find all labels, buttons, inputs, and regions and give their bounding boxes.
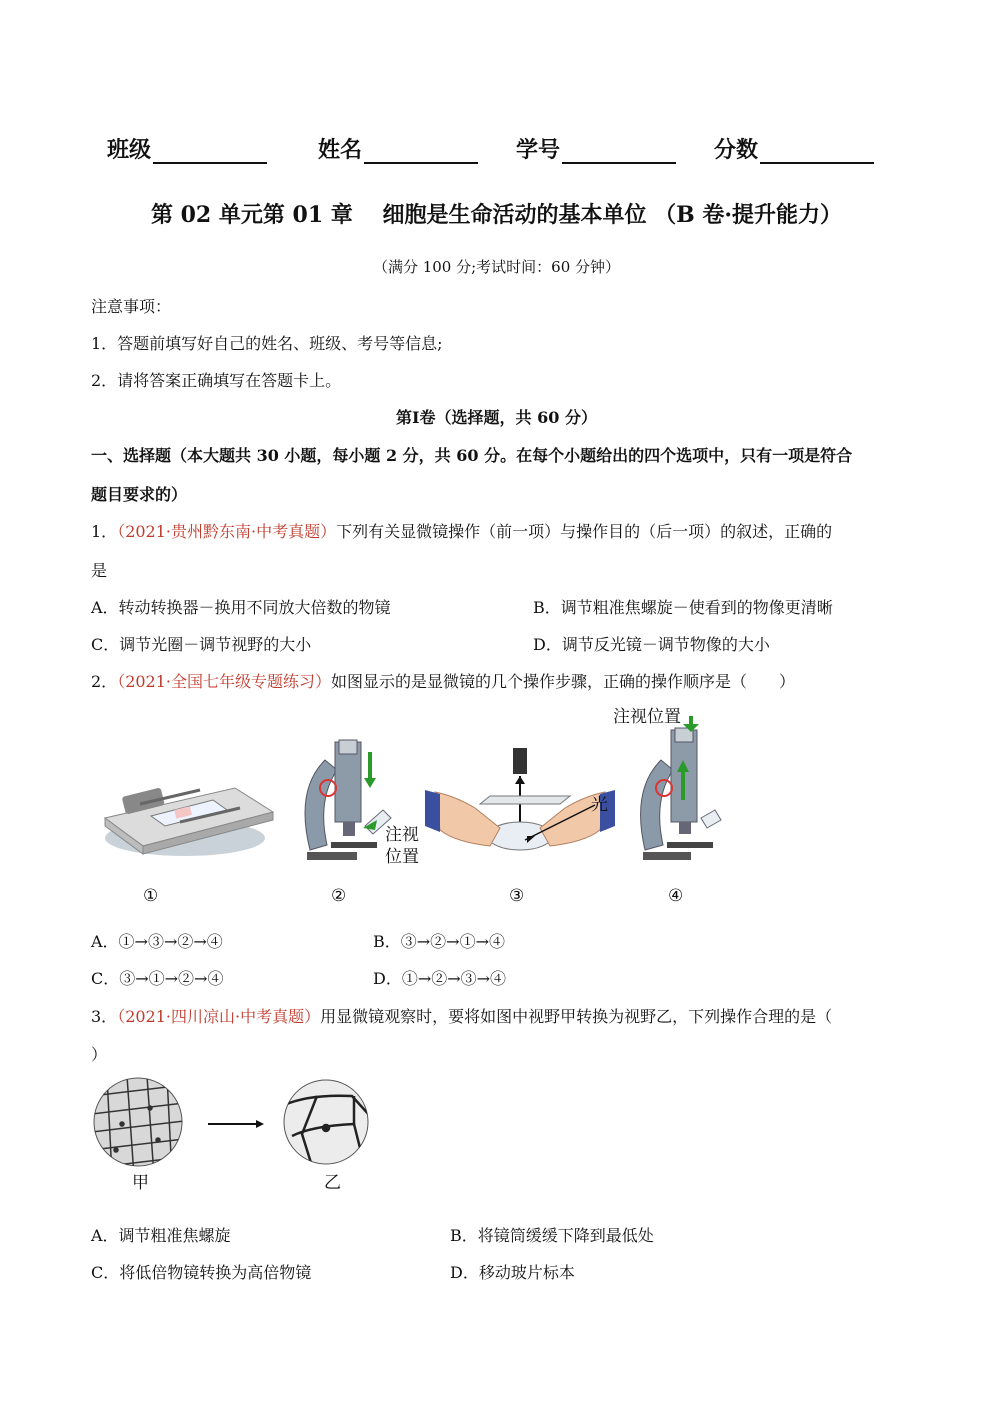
part-instructions-cont: 题目要求的） bbox=[91, 485, 188, 504]
notes-heading: 注意事项： bbox=[91, 297, 172, 316]
question-2 bbox=[91, 669, 795, 692]
step2-microscope-illustration bbox=[305, 740, 391, 860]
score-field[interactable] bbox=[714, 133, 874, 164]
step1-stage-illustration bbox=[105, 787, 273, 856]
label-watch-2: 位置 bbox=[385, 847, 419, 867]
option-a[interactable]: A．①→③→②→④ bbox=[91, 932, 223, 951]
view-b-label: 乙 bbox=[324, 1173, 341, 1193]
option-d[interactable]: D．移动玻片标本 bbox=[450, 1263, 575, 1282]
field-of-view-figure bbox=[92, 1076, 382, 1196]
question-text: 如图显示的是显微镜的几个操作步骤，正确的操作顺序是（ ） bbox=[331, 672, 796, 691]
microscope-steps-figure bbox=[95, 700, 735, 910]
name-field[interactable] bbox=[318, 133, 478, 164]
label-watch-1: 注视 bbox=[385, 825, 419, 845]
question-source: （2021·全国七年级专题练习） bbox=[117, 672, 331, 691]
id-field[interactable] bbox=[516, 133, 676, 164]
notes-item: 2．请将答案正确填写在答题卡上。 bbox=[91, 371, 342, 390]
step-label-4: ④ bbox=[668, 886, 684, 906]
part-instructions: 一、选择题（本大题共 30 小题，每小题 2 分，共 60 分。在每个小题给出的四个选项中，只有一项是符合 bbox=[91, 446, 853, 465]
label-watch-top: 注视位置 bbox=[613, 707, 681, 727]
page-subtitle: （满分 100 分;考试时间：60 分钟） bbox=[372, 258, 621, 276]
option-a[interactable]: A．调节粗准焦螺旋 bbox=[91, 1226, 231, 1245]
class-blank[interactable] bbox=[153, 140, 267, 164]
id-label: 学号 bbox=[516, 137, 561, 163]
section-title: 第Ⅰ卷（选择题，共 60 分） bbox=[396, 408, 597, 427]
option-d[interactable]: D．①→②→③→④ bbox=[373, 969, 507, 988]
name-blank[interactable] bbox=[364, 140, 478, 164]
step-label-1: ① bbox=[143, 886, 159, 906]
notes-item: 1．答题前填写好自己的姓名、班级、考号等信息; bbox=[91, 334, 443, 353]
question-1 bbox=[91, 519, 832, 542]
option-d[interactable]: D．调节反光镜－调节物像的大小 bbox=[533, 635, 770, 654]
question-number: 2． bbox=[91, 672, 118, 691]
question-text: 用显微镜观察时，要将如图中视野甲转换为视野乙，下列操作合理的是（ bbox=[320, 1007, 833, 1026]
step-label-3: ③ bbox=[509, 886, 525, 906]
question-text-cont: ） bbox=[91, 1045, 108, 1064]
question-number: 3． bbox=[91, 1007, 118, 1026]
question-source: （2021·贵州黔东南·中考真题） bbox=[117, 522, 337, 541]
view-b-illustration bbox=[282, 1080, 370, 1166]
label-light: 光 bbox=[591, 795, 608, 815]
option-c[interactable]: C．调节光圈－调节视野的大小 bbox=[91, 635, 312, 654]
option-c[interactable]: C．③→①→②→④ bbox=[91, 969, 224, 988]
option-a[interactable]: A．转动转换器－换用不同放大倍数的物镜 bbox=[91, 598, 391, 617]
step4-microscope-illustration bbox=[641, 716, 721, 860]
question-number: 1． bbox=[91, 522, 118, 541]
name-label: 姓名 bbox=[318, 137, 363, 163]
score-label: 分数 bbox=[714, 137, 759, 163]
option-c[interactable]: C．将低倍物镜转换为高倍物镜 bbox=[91, 1263, 312, 1282]
step3-mirror-illustration bbox=[425, 748, 615, 850]
class-field[interactable] bbox=[107, 133, 267, 164]
step-label-2: ② bbox=[331, 886, 347, 906]
view-a-label: 甲 bbox=[132, 1173, 149, 1193]
question-3 bbox=[91, 1004, 832, 1027]
option-b[interactable]: B．③→②→①→④ bbox=[373, 932, 505, 951]
id-blank[interactable] bbox=[562, 140, 676, 164]
option-b[interactable]: B．将镜筒缓缓下降到最低处 bbox=[450, 1226, 654, 1245]
question-text-cont: 是 bbox=[91, 561, 108, 580]
question-source: （2021·四川凉山·中考真题） bbox=[117, 1007, 321, 1026]
option-b[interactable]: B．调节粗准焦螺旋－使看到的物像更清晰 bbox=[533, 598, 833, 617]
score-blank[interactable] bbox=[760, 140, 874, 164]
page-title: 第 02 单元第 01 章 细胞是生命活动的基本单位 （B 卷·提升能力） bbox=[150, 202, 843, 228]
class-label: 班级 bbox=[107, 137, 152, 163]
view-a-illustration bbox=[92, 1076, 192, 1176]
question-text: 下列有关显微镜操作（前一项）与操作目的（后一项）的叙述，正确的 bbox=[336, 522, 833, 541]
